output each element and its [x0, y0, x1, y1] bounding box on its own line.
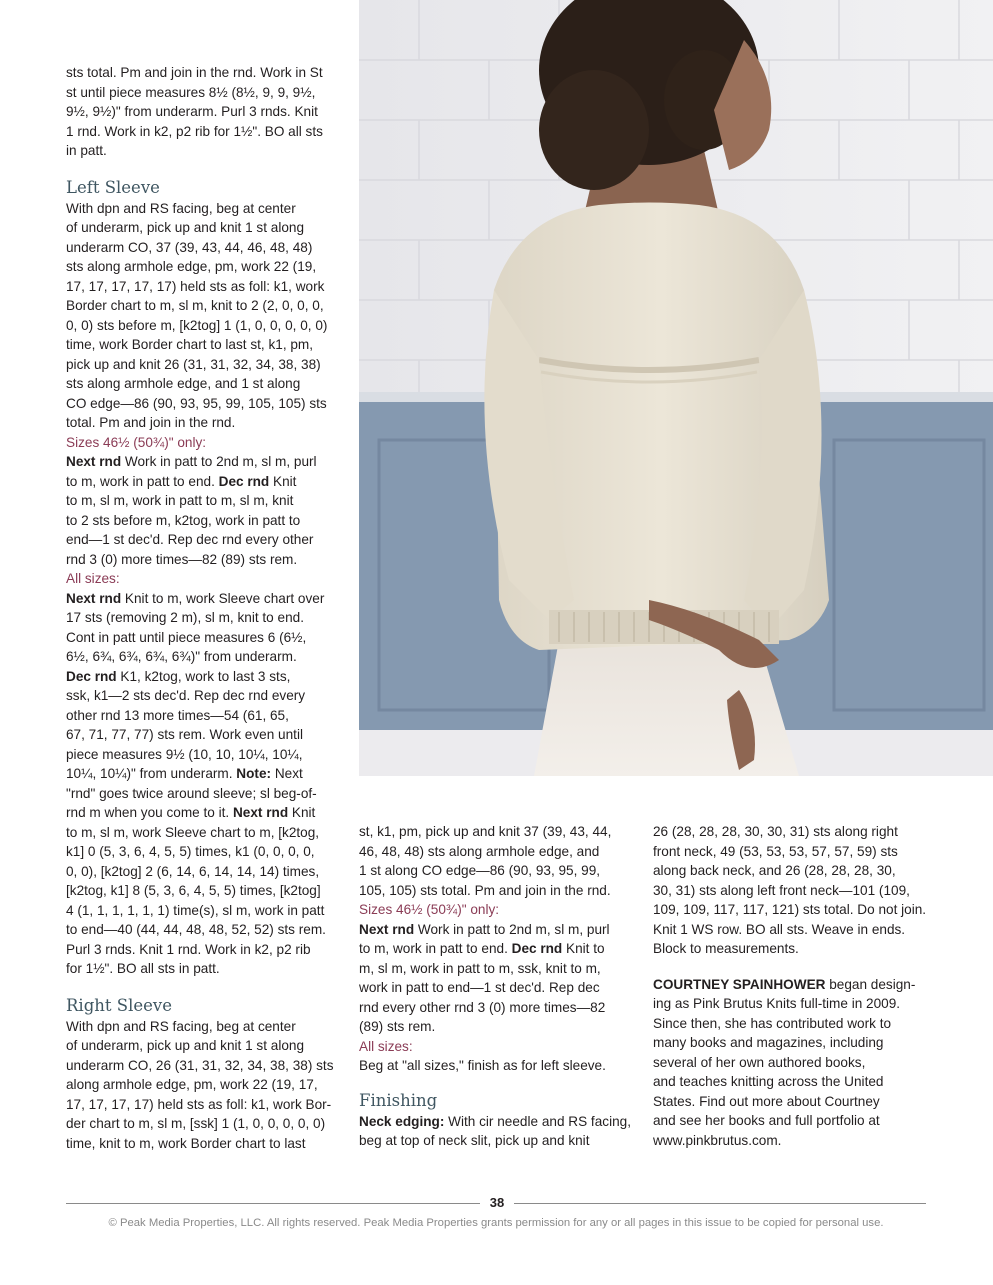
text-line: 30, 31) sts along left front neck—101 (109, [653, 882, 910, 898]
next-rnd-label: Next rnd [66, 590, 122, 606]
text-line: and see her books and full portfolio at [653, 1113, 880, 1128]
text-line: time, knit to m, work Border chart to last [66, 1135, 306, 1151]
sizes-label: Sizes 46½ (50¾)" only: [359, 902, 500, 917]
text-line: CO edge—86 (90, 93, 95, 99, 105, 105) sts [66, 395, 327, 411]
text-line: time, work Border chart to last st, k1, pm, [66, 337, 314, 352]
text-line: rnd m when you come to it. Next rnd Knit [66, 805, 316, 820]
text-line: 10¼, 10¼)" from underarm. Note: Next [66, 766, 303, 781]
right-sleeve-paragraph [66, 1017, 338, 1154]
text-line: many books and magazines, including [653, 1035, 884, 1050]
text-line: and teaches knitting across the United [653, 1074, 884, 1089]
text-line: Dec rnd K1, k2tog, work to last 3 sts, [66, 668, 291, 684]
text-line: st until piece measures 8½ (8½, 9, 9, 9½, [66, 84, 316, 100]
all-sizes-label: All sizes: [66, 571, 120, 586]
sizes-label: Sizes 46½ (50¾)" only: [66, 434, 207, 450]
footer-divider-left [66, 1203, 480, 1204]
text-line: piece measures 9½ (10, 10, 10¼, 10¼, [66, 746, 303, 762]
text-line: Knit 1 WS row. BO all sts. Weave in ends. [653, 921, 906, 937]
footer-divider-right [514, 1203, 926, 1204]
left-sleeve-paragraph [66, 199, 338, 433]
text-line: States. Find out more about Courtney [653, 1093, 880, 1109]
right-column [653, 822, 933, 1150]
next-rnd-label: Next rnd [232, 805, 289, 820]
text-line: Border chart to m, sl m, knit to 2 (2, 0, 0, 0, [66, 298, 324, 313]
text-line: rnd every other rnd 3 (0) more times—82 [359, 999, 606, 1015]
text-line: of underarm, pick up and knit 1 st along [66, 1038, 305, 1053]
text-line: pick up and knit 26 (31, 31, 32, 34, 38, 38) [66, 356, 321, 372]
text-line: along back neck, and 26 (28, 28, 28, 30, [653, 863, 896, 878]
text-line: Cont in patt until piece measures 6 (6½, [66, 629, 307, 645]
text-line: st, k1, pm, pick up and knit 37 (39, 43, 44, [359, 824, 612, 839]
website-link[interactable]: www.pinkbrutus.com. [653, 1132, 782, 1148]
left-sleeve-heading: Left Sleeve [66, 177, 160, 197]
dec-rnd-label: Dec rnd [66, 668, 117, 684]
dec-rnd-label: Dec rnd [511, 941, 563, 956]
text-line: k1] 0 (5, 3, 6, 4, 5, 5) times, k1 (0, 0, 0, 0, [66, 844, 315, 859]
text-line: m, sl m, work in patt to m, ssk, knit to m, [359, 960, 601, 976]
text-line: underarm CO, 26 (31, 31, 32, 34, 38, 38) sts [66, 1057, 334, 1073]
text-line: front neck, 49 (53, 53, 53, 57, 57, 59) sts [653, 843, 898, 859]
text-line: to m, work in patt to end. Dec rnd Knit [66, 473, 297, 489]
text-line: 46, 48, 48) sts along armhole edge, and [359, 843, 600, 859]
photo-illustration [359, 0, 993, 776]
text-line: beg at top of neck slit, pick up and knit [359, 1133, 590, 1148]
text-line: With dpn and RS facing, beg at center [66, 200, 296, 216]
all-sizes-label: All sizes: [359, 1038, 413, 1054]
text-line: 1 rnd. Work in k2, p2 rib for 1½". BO all sts [66, 123, 323, 139]
text-line: other rnd 13 more times—54 (61, 65, [66, 707, 289, 723]
designer-bio [653, 975, 933, 1151]
text-line: Next rnd Work in patt to 2nd m, sl m, purl [359, 921, 610, 937]
text-line: 17 sts (removing 2 m), sl m, knit to end. [66, 610, 304, 625]
text-line: of underarm, pick up and knit 1 st along [66, 220, 305, 235]
text-line: Next rnd Knit to m, work Sleeve chart over [66, 590, 325, 606]
text-line: several of her own authored books, [653, 1054, 866, 1070]
copyright-notice: © Peak Media Properties, LLC. All rights reserved. Peak Media Properties grants permission for any or all pages in this issue to be copied for personal use. [108, 1217, 884, 1229]
text-line: to m, work in patt to end. Dec rnd Knit to [359, 941, 605, 956]
text-line: 105, 105) sts total. Pm and join in the rnd. [359, 882, 611, 898]
text-line: sts total. Pm and join in the rnd. Work in St [66, 65, 323, 80]
text-line: With dpn and RS facing, beg at center [66, 1018, 296, 1034]
text-line: 17, 17, 17, 17, 17) held sts as foll: k1, work [66, 278, 325, 294]
text-line: along armhole edge, pm, work 22 (19, 17, [66, 1077, 318, 1092]
text-line: Beg at "all sizes," finish as for left sleeve. [359, 1058, 606, 1073]
right-sleeve-heading: Right Sleeve [66, 995, 172, 1015]
next-rnd-label: Next rnd [359, 921, 415, 937]
text-line: Next rnd Work in patt to 2nd m, sl m, purl [66, 454, 317, 469]
text-line: work in patt to end—1 st dec'd. Rep dec [359, 980, 600, 995]
intro-paragraph [66, 63, 338, 161]
note-label: Note: [236, 766, 272, 781]
text-line: Since then, she has contributed work to [653, 1015, 892, 1031]
text-line: sts along armhole edge, pm, work 22 (19, [66, 259, 317, 274]
designer-name: COURTNEY SPAINHOWER [653, 976, 826, 992]
text-line: rnd 3 (0) more times—82 (89) sts rem. [66, 551, 298, 567]
text-line: to 2 sts before m, k2tog, work in patt to [66, 512, 301, 528]
text-line: 6½, 6¾, 6¾, 6¾, 6¾)" from underarm. [66, 649, 297, 664]
text-line: to m, sl m, work Sleeve chart to m, [k2tog, [66, 824, 320, 840]
text-line: for 1½". BO all sts in patt. [66, 961, 220, 976]
text-line: Block to measurements. [653, 941, 799, 956]
text-line: underarm CO, 37 (39, 43, 44, 46, 48, 48) [66, 239, 313, 255]
text-line: 67, 71, 77, 77) sts rem. Work even until [66, 727, 303, 742]
text-line: 26 (28, 28, 28, 30, 30, 31) sts along right [653, 824, 898, 839]
text-line: 0, 0), [k2tog] 2 (6, 14, 6, 14, 14, 14) times, [66, 863, 320, 879]
text-line: Purl 3 rnds. Knit 1 rnd. Work in k2, p2 rib [66, 941, 311, 957]
finishing-heading: Finishing [359, 1090, 438, 1110]
text-line: COURTNEY SPAINHOWER began design- [653, 976, 916, 992]
page-number: 38 [489, 1195, 505, 1210]
text-line: "rnd" goes twice around sleeve; sl beg-of- [66, 785, 317, 801]
text-line: Neck edging: With cir needle and RS facing, [359, 1113, 631, 1129]
text-line: der chart to m, sl m, [ssk] 1 (1, 0, 0, 0, 0, 0) [66, 1116, 326, 1131]
text-line: 9½, 9½)" from underarm. Purl 3 rnds. Knit [66, 104, 318, 119]
text-line: total. Pm and join in the rnd. [66, 415, 236, 430]
text-line: 1 st along CO edge—86 (90, 93, 95, 99, [359, 863, 601, 878]
text-line: end—1 st dec'd. Rep dec rnd every other [66, 532, 314, 547]
sweater-photo [359, 0, 993, 776]
text-line: (89) sts rem. [359, 1019, 436, 1034]
text-line: 0, 0) sts before m, [k2tog] 1 (1, 0, 0, 0, 0, 0) [66, 317, 328, 333]
dec-rnd-label: Dec rnd [218, 473, 270, 489]
text-line: 4 (1, 1, 1, 1, 1, 1) time(s), sl m, work in patt [66, 902, 325, 918]
left-column [66, 63, 338, 1153]
middle-column [359, 822, 639, 1151]
next-rnd-label: Next rnd [66, 454, 122, 469]
text-line: to m, sl m, work in patt to m, sl m, knit [66, 493, 294, 508]
text-line: ing as Pink Brutus Knits full-time in 2009. [653, 996, 901, 1011]
text-line: sts along armhole edge, and 1 st along [66, 376, 301, 391]
text-line: 17, 17, 17, 17) held sts as foll: k1, work Bor- [66, 1096, 332, 1112]
text-line: ssk, k1—2 sts dec'd. Rep dec rnd every [66, 688, 306, 703]
text-line: to end—40 (44, 44, 48, 48, 52, 52) sts rem. [66, 922, 326, 937]
text-line: in patt. [66, 143, 107, 158]
neck-edging-label: Neck edging: [359, 1113, 445, 1129]
text-line: [k2tog, k1] 8 (5, 3, 6, 4, 5, 5) times, [k2tog] [66, 883, 321, 898]
text-line: 109, 109, 117, 117, 121) sts total. Do not join. [653, 902, 927, 917]
